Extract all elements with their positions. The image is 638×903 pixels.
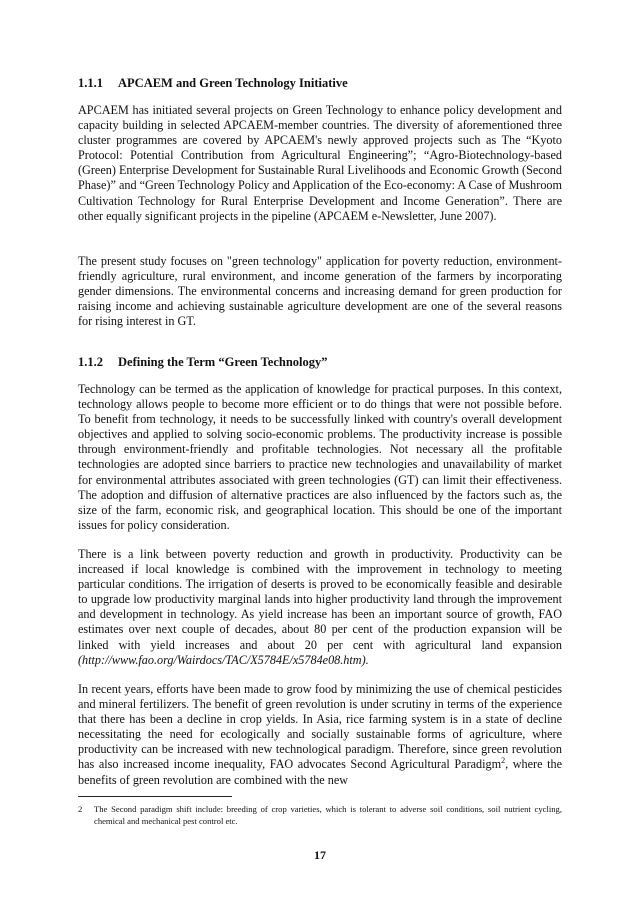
paragraph-text: There is a link between poverty reduction and growth in productivity. Productivity can be increased if local knowledge is combined with the improvement in technology to meeting particular conditions. The irrigation of deserts is proved to be economically feasible and desirable to upgrade low productivity marginal lands into higher productivity land through the improvement and development in technology. As yield increase has been an important source of growth, FAO estimates over next couple of decades, about 80 per cent of the production expansion will be linked with yield increases and about 20 per cent with agricultural land expansion (78, 547, 562, 652)
paragraph-text-end: , where the benefits of green revolution are combined with the new (78, 757, 562, 787)
footnote (78, 803, 562, 827)
section-heading-1-1-2 (78, 355, 328, 370)
paragraph-apcaem-projects: APCAEM has initiated several projects on Green Technology to enhance policy development and capacity building in selected APCAEM-member countries. The diversity of aforementioned three cluster programmes are covered by APCAEM's newly approved projects such as The “Kyoto Protocol: Potential Contribution from Agricultural Engineering”; “Agro-Biotechnology-based (Green) Enterprise Development for Sustainable Rural Livelihoods and Economic Growth (Second Phase)” and “Green Technology Policy and Application of the Eco-economy: A Case of Mushroom Cultivation Technology for Rural Enterprise Development and Income Generation”. There are other equally significant projects in the pipeline (APCAEM e-Newsletter, June 2007). (78, 103, 562, 223)
section-heading-1-1-1 (78, 76, 348, 91)
page-number: 17 (314, 848, 326, 862)
citation-link[interactable]: (http://www.fao.org/Wairdocs/TAC/X5784E/x5784e08.htm). (78, 652, 369, 667)
paragraph-green-revolution (78, 682, 562, 788)
paragraph-text: In recent years, efforts have been made to grow food by minimizing the use of chemical pesticides and mineral fertilizers. The benefit of green revolution is under scrutiny in terms of the experience that there has been a decline in crop yields. In Asia, rice farming system is in a state of decline necessitating the need for ecologically and socially sustainable forms of agriculture, where productivity can be increased with new technological paradigm. Therefore, since green revolution has also increased income inequality, FAO advocates Second Agricultural Paradigm (78, 682, 562, 772)
section-title: APCAEM and Green Technology Initiative (118, 76, 348, 90)
paragraph-poverty-productivity (78, 547, 562, 668)
paragraph-study-focus: The present study focuses on "green technology" application for poverty reduction, environment-friendly agriculture, rural environment, and income generation of the farmers by incorporating gender dimensions. The environmental concerns and increasing demand for green production for raising income and achieving sustainable agriculture development are one of the several reasons for rising interest in GT. (78, 254, 562, 329)
section-title: Defining the Term “Green Technology” (118, 355, 328, 369)
footnote-divider (78, 796, 232, 797)
section-number: 1.1.1 (78, 76, 103, 90)
footnote-text: The Second paradigm shift include: breeding of crop varieties, which is tolerant to adverse soil conditions, soil nutrient cycling, chemical and mechanical pest control etc. (94, 804, 562, 826)
section-number: 1.1.2 (78, 355, 103, 369)
footnote-reference[interactable]: 2 (501, 756, 506, 766)
paragraph-technology-definition: Technology can be termed as the application of knowledge for practical purposes. In this context, technology allows people to become more efficient or to do things that were not possible before. To benefit from technology, it needs to be successfully linked with country's overall development objectives and applied to solving socio-economic problems. The productivity increase is possible through environment-friendly and profitable technologies. Not necessary all the profitable technologies are adopted since barriers to practice new technologies and unavailability of market for environmental attributes associated with green technologies (GT) can limit their effectiveness. The adoption and diffusion of alternative practices are also influenced by the factors such as, the size of the farm, economic risk, and geographical location. This should be one of the important issues for policy consideration. (78, 382, 562, 532)
footnote-number: 2 (78, 804, 83, 814)
